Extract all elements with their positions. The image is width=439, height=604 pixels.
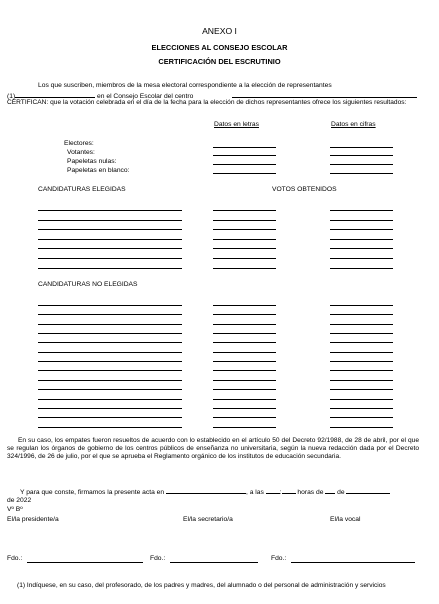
figures-answer-line (330, 164, 393, 165)
not-elected-votes-figures-line (330, 342, 393, 343)
elected-heading: CANDIDATURAS ELEGIDAS (38, 186, 126, 193)
not-elected-votes-figures-line (330, 324, 393, 325)
elected-votes-letters-line (213, 210, 276, 211)
not-elected-votes-figures-line (330, 352, 393, 353)
elected-votes-letters-line (213, 220, 276, 221)
not-elected-votes-letters-line (213, 361, 276, 362)
not-elected-votes-letters-line (213, 399, 276, 400)
not-elected-candidate-line (38, 399, 182, 400)
elected-votes-letters-line (213, 258, 276, 259)
elected-candidate-line (38, 248, 182, 249)
not-elected-votes-letters-line (213, 370, 276, 371)
letters-answer-line (213, 173, 276, 174)
not-elected-candidate-line (38, 342, 182, 343)
signer-president: El/la presidente/a (7, 516, 59, 523)
not-elected-votes-letters-line (213, 342, 276, 343)
not-elected-votes-letters-line (213, 408, 276, 409)
not-elected-votes-letters-line (213, 333, 276, 334)
count-null-label: Papeletas nulas: (67, 158, 117, 165)
not-elected-votes-figures-line (330, 370, 393, 371)
figures-answer-line (330, 173, 393, 174)
not-elected-votes-letters-line (213, 324, 276, 325)
footnote: (1) Indíquese, en su caso, del profesorado, de los padres y madres, del alumnado o del personal de administración y servicios (17, 582, 386, 589)
figures-answer-line (330, 147, 393, 148)
count-voters-label: Electores: (64, 140, 94, 147)
elected-votes-letters-line (213, 248, 276, 249)
annex-label: ANEXO I (202, 26, 237, 36)
not-elected-votes-letters-line (213, 427, 276, 428)
elected-votes-letters-line (213, 268, 276, 269)
elected-votes-figures-line (330, 239, 393, 240)
not-elected-candidate-line (38, 427, 182, 428)
elected-votes-figures-line (330, 268, 393, 269)
not-elected-votes-letters-line (213, 389, 276, 390)
intro-certify: CERTIFICAN: que la votación celebrada en el día de la fecha para la elección de dichos representantes ofrece los siguientes resultados: (7, 99, 407, 106)
not-elected-votes-figures-line (330, 399, 393, 400)
fdo-president-line (27, 562, 143, 563)
not-elected-votes-figures-line (330, 361, 393, 362)
not-elected-votes-figures-line (330, 389, 393, 390)
elected-votes-letters-line (213, 239, 276, 240)
not-elected-votes-figures-line (330, 333, 393, 334)
not-elected-votes-figures-line (330, 408, 393, 409)
not-elected-votes-figures-line (330, 314, 393, 315)
not-elected-votes-figures-line (330, 427, 393, 428)
not-elected-votes-letters-line (213, 380, 276, 381)
centre-name-line (232, 97, 417, 98)
elected-candidate-line (38, 229, 182, 230)
not-elected-candidate-line (38, 361, 182, 362)
elected-votes-figures-line (330, 229, 393, 230)
elected-candidate-line (38, 220, 182, 221)
not-elected-candidate-line (38, 408, 182, 409)
elected-candidate-line (38, 258, 182, 259)
votes-heading: VOTOS OBTENIDOS (272, 186, 337, 193)
elected-candidate-line (38, 239, 182, 240)
not-elected-votes-figures-line (330, 380, 393, 381)
fdo-vocal: Fdo.: (271, 555, 287, 562)
not-elected-votes-letters-line (213, 314, 276, 315)
fdo-president: Fdo.: (7, 555, 23, 562)
figures-answer-line (330, 155, 393, 156)
not-elected-candidate-line (38, 380, 182, 381)
col-figures: Datos en cifras (331, 121, 376, 128)
fdo-secretary: Fdo.: (150, 555, 166, 562)
signer-vocal: El/la vocal (330, 516, 361, 523)
elected-candidate-line (38, 268, 182, 269)
elected-votes-figures-line (330, 258, 393, 259)
document-subtitle: CERTIFICACIÓN DEL ESCRUTINIO (158, 57, 281, 66)
signer-secretary: El/la secretario/a (183, 516, 233, 523)
vb-label: Vº Bº (7, 506, 23, 513)
not-elected-candidate-line (38, 333, 182, 334)
not-elected-votes-figures-line (330, 417, 393, 418)
fdo-secretary-line (170, 562, 258, 563)
not-elected-heading: CANDIDATURAS NO ELEGIDAS (38, 281, 138, 288)
not-elected-candidate-line (38, 370, 182, 371)
closing-year: de 2022 (7, 497, 32, 504)
letters-answer-line (213, 155, 276, 156)
count-votants-label: Votantes: (67, 149, 95, 156)
not-elected-candidate-line (38, 352, 182, 353)
elected-votes-figures-line (330, 248, 393, 249)
not-elected-candidate-line (38, 314, 182, 315)
not-elected-candidate-line (38, 324, 182, 325)
not-elected-candidate-line (38, 389, 182, 390)
elected-candidate-line (38, 210, 182, 211)
intro-line-1: Los que suscriben, miembros de la mesa electoral correspondiente a la elección de representantes (38, 82, 332, 89)
not-elected-votes-letters-line (213, 417, 276, 418)
closing-line: Y para que conste, firmamos la presente acta en , a las : horas de de (20, 487, 390, 496)
elected-votes-figures-line (330, 220, 393, 221)
col-letters: Datos en letras (214, 121, 259, 128)
not-elected-votes-letters-line (213, 352, 276, 353)
not-elected-votes-figures-line (330, 305, 393, 306)
not-elected-candidate-line (38, 305, 182, 306)
letters-answer-line (213, 147, 276, 148)
elected-votes-letters-line (213, 229, 276, 230)
count-blank-label: Papeletas en blanco: (67, 167, 130, 174)
not-elected-candidate-line (38, 417, 182, 418)
not-elected-votes-letters-line (213, 305, 276, 306)
elected-votes-figures-line (330, 210, 393, 211)
letters-answer-line (213, 164, 276, 165)
document-title: ELECCIONES AL CONSEJO ESCOLAR (151, 43, 288, 52)
fdo-vocal-line (291, 562, 415, 563)
tie-paragraph: En su caso, los empates fueron resueltos de acuerdo con lo establecido en el artículo 50 del Decreto 92/1988, de 28 de abril, por el que se regulan los órganos de gobierno de los centros públicos de enseñanza no universitaria, según la nueva redacción dada por el Decreto 324/1996, de 26 de julio, por el que se aprueba el Reglamento orgánico de los institutos de educación secundaria. (7, 437, 419, 461)
intro-line-2: (1) en el Consejo Escolar del centro (7, 93, 194, 100)
